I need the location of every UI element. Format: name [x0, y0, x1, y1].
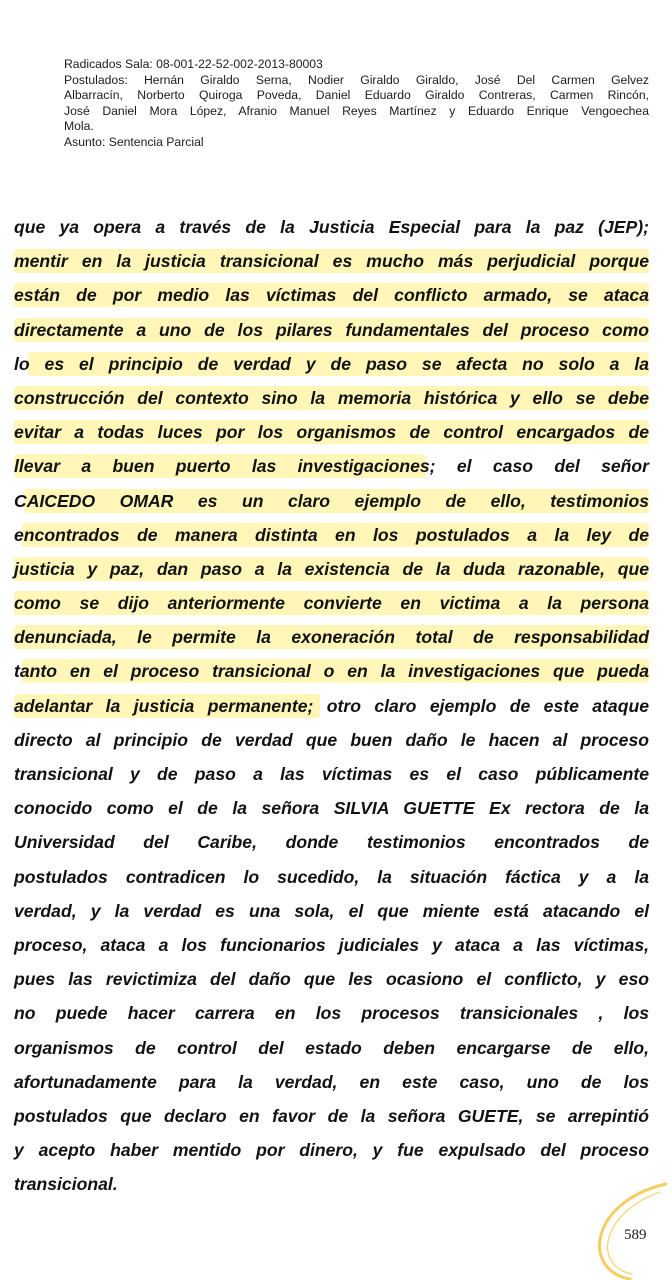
body-line: están de por medio las víctimas del conflicto armado, se ataca	[14, 285, 649, 306]
body-line: llevar a buen puerto las investigaciones; el caso del señor	[14, 456, 649, 477]
document-header	[64, 57, 649, 151]
postulados-line: José Daniel Mora López, Afranio Manuel Reyes Martínez y Eduardo Enrique Vengoechea	[64, 103, 649, 118]
body-line: y acepto haber mentido por dinero, y fue expulsado del proceso	[14, 1140, 649, 1161]
body-line: encontrados de manera distinta en los postulados a la ley de	[14, 524, 649, 545]
body-line: directamente a uno de los pilares fundamentales del proceso como	[14, 319, 649, 340]
body-line: adelantar la justicia permanente; otro claro ejemplo de este ataque	[14, 695, 649, 716]
body-line: no puede hacer carrera en los procesos transicionales , los	[14, 1003, 649, 1024]
body-line: directo al principio de verdad que buen daño le hacen al proceso	[14, 729, 649, 750]
body-line: postulados contradicen lo sucedido, la situación fáctica y a la	[14, 866, 649, 887]
postulados-line: Albarracín, Norberto Quiroga Poveda, Daniel Eduardo Giraldo Contreras, Carmen Rincón,	[64, 88, 649, 103]
body-line: lo es el principio de verdad y de paso se afecta no solo a la	[14, 353, 649, 374]
body-line: conocido como el de la señora SILVIA GUETTE Ex rectora de la	[14, 798, 649, 819]
body-line: construcción del contexto sino la memoria histórica y ello se debe	[14, 387, 649, 408]
body-line: transicional y de paso a las víctimas es el caso públicamente	[14, 764, 649, 784]
sentence-body	[14, 210, 649, 1201]
body-line: Universidad del Caribe, donde testimonios encontrados de	[14, 832, 649, 853]
postulados-line: Postulados: Hernán Giraldo Serna, Nodier Giraldo Giraldo, José Del Carmen Gelvez	[64, 72, 649, 87]
postulados-line: Mola.	[64, 119, 94, 134]
body-line: como se dijo anteriormente convierte en victima a la persona	[14, 593, 649, 614]
body-line: organismos de control del estado deben encargarse de ello,	[14, 1037, 649, 1058]
body-line: proceso, ataca a los funcionarios judiciales y ataca a las víctimas,	[14, 934, 649, 955]
body-line: transicional.	[14, 1174, 118, 1195]
body-line: verdad, y la verdad es una sola, el que miente está atacando el	[14, 900, 649, 921]
body-line: tanto en el proceso transicional o en la investigaciones que pueda	[14, 661, 649, 682]
body-line: pues las revictimiza del daño que les ocasiono el conflicto, y eso	[14, 969, 649, 990]
page-number: 589	[624, 1227, 647, 1243]
body-line: CAICEDO OMAR es un claro ejemplo de ello, testimonios	[14, 490, 649, 511]
body-line: postulados que declaro en favor de la señora GUETE, se arrepintió	[14, 1105, 649, 1126]
body-line: afortunadamente para la verdad, en este caso, uno de los	[14, 1071, 649, 1092]
body-line: evitar a todas luces por los organismos de control encargados de	[14, 422, 649, 443]
radicado-line: Radicados Sala: 08-001-22-52-002-2013-80003	[64, 57, 323, 71]
body-line: que ya opera a través de la Justicia Especial para la paz (JEP);	[14, 217, 649, 237]
body-line: denunciada, le permite la exoneración total de responsabilidad	[14, 627, 649, 648]
body-line: justicia y paz, dan paso a la existencia de la duda razonable, que	[14, 558, 649, 579]
body-line: mentir en la justicia transicional es mucho más perjudicial porque	[14, 251, 649, 272]
asunto-line: Asunto: Sentencia Parcial	[64, 134, 204, 149]
